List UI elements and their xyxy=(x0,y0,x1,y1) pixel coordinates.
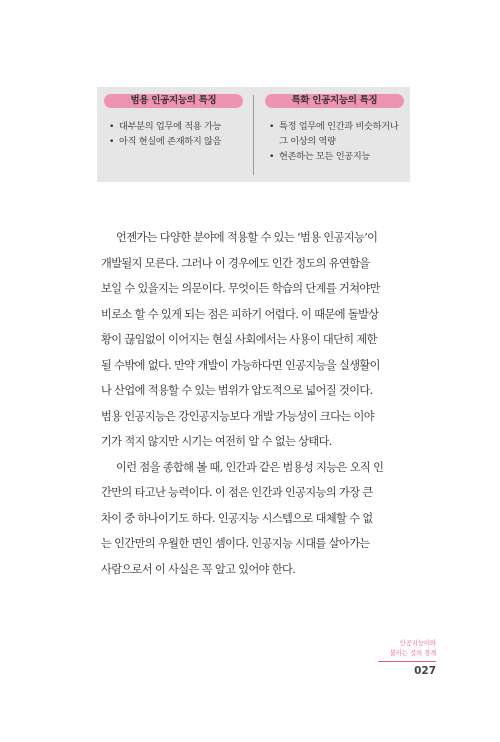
text-line: 는 인간만의 우월한 면인 셈이다. 인공지능 시대를 살아가는 xyxy=(101,537,370,550)
list-item-line: 그 이상의 역량 xyxy=(279,136,336,147)
running-title-line1: 인공지능이와 xyxy=(399,639,436,647)
page-footer xyxy=(378,638,436,677)
text-line: 나 산업에 적용할 수 있는 범위가 압도적으로 넓어질 것이다. xyxy=(101,384,373,397)
text-line: 비로소 할 수 있게 되는 점은 피하기 어렵다. 이 때문에 돌발상 xyxy=(101,307,379,321)
running-title-line2: 불러는 것의 경계 xyxy=(389,649,436,657)
footer-rule xyxy=(378,661,436,662)
comparison-panel xyxy=(97,87,410,182)
list-item xyxy=(267,119,412,149)
general-ai-title: 범용 인공지능의 특징 xyxy=(104,94,243,108)
general-ai-column xyxy=(97,87,250,182)
paragraph-2 xyxy=(101,455,431,583)
text-line: 될 수밖에 없다. 만약 개발이 가능하다면 인공지능을 실생활이 xyxy=(101,358,380,372)
body-text xyxy=(101,225,431,582)
narrow-ai-list xyxy=(267,119,412,164)
text-line: 차이 중 하나이기도 하다. 인공지능 시스템으로 대체할 수 없 xyxy=(101,511,373,525)
text-line: 황이 끊임없이 이어지는 현실 사회에서는 사용이 대단히 제한 xyxy=(101,333,377,346)
text-line: 기가 적지 않지만 시기는 여전히 알 수 없는 상태다. xyxy=(101,435,332,448)
text-line: 사람으로서 이 사실은 꼭 알고 있어야 한다. xyxy=(101,562,296,576)
column-divider xyxy=(253,95,254,175)
text-line: 개발될지 모른다. 그러나 이 경우에도 인간 정도의 유연함을 xyxy=(101,256,370,270)
text-line: 언젠가는 다양한 분야에 적용할 수 있는 ‘범용 인공지능’이 xyxy=(116,231,378,244)
text-line: 범용 인공지능은 강인공지능보다 개발 가능성이 크다는 이야 xyxy=(101,409,374,423)
list-item-line: • 현존하는 모든 인공지능 xyxy=(279,151,370,162)
list-item: • 대부분의 업무에 적용 가능 xyxy=(107,119,252,134)
list-item-line: • 특정 업무에 인간과 비슷하거나 xyxy=(279,121,399,132)
narrow-ai-title: 특화 인공지능의 특징 xyxy=(265,94,404,108)
list-item xyxy=(267,149,412,164)
paragraph-1 xyxy=(101,225,431,455)
narrow-ai-column xyxy=(257,87,410,182)
text-line: 간만의 타고난 능력이다. 이 점은 인간과 인공지능의 가장 큰 xyxy=(101,486,373,499)
text-line: 이런 점을 종합해 볼 때, 인간과 같은 범용성 지능은 오직 인 xyxy=(116,460,384,474)
general-ai-list xyxy=(107,119,252,149)
list-item: • 아직 현실에 존재하지 않음 xyxy=(107,134,252,149)
page-number: 027 xyxy=(414,665,436,677)
text-line: 보일 수 있을지는 의문이다. 무엇이든 학습의 단계를 거쳐야만 xyxy=(101,282,380,295)
